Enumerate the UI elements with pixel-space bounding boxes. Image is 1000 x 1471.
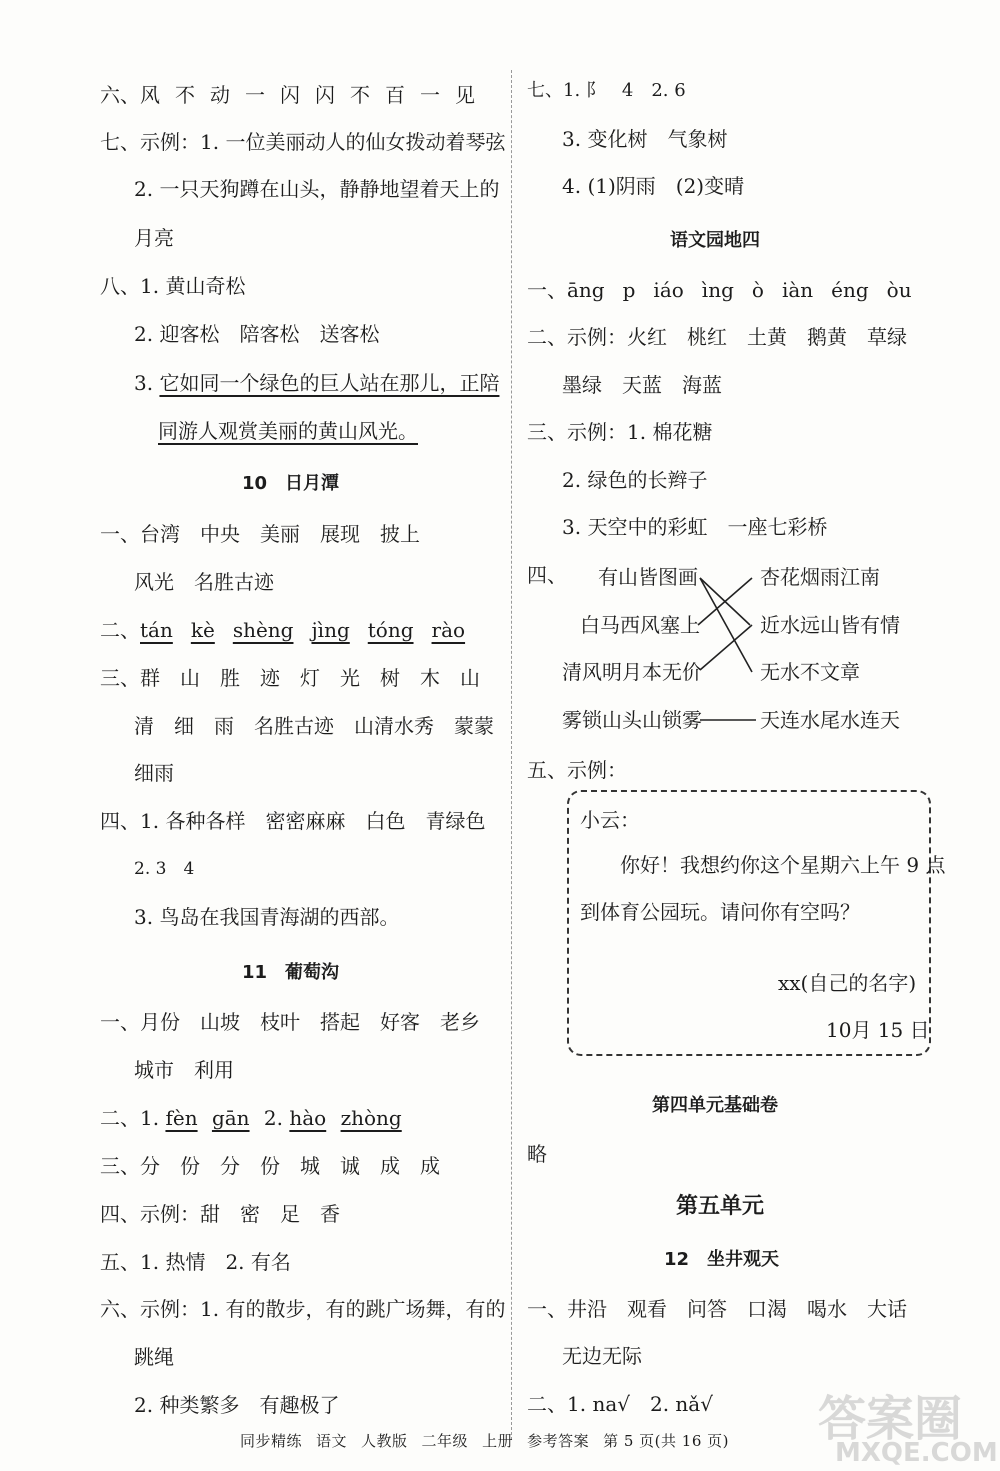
item-0: āng <box>567 278 605 302</box>
item-6: éng <box>831 278 869 302</box>
garden-answer-1: 一、āng p iáo ìng ò iàn éng òu <box>527 277 930 303</box>
item-6: 不 <box>350 83 370 107</box>
s11-answer-2: 二、1. fèn gān 2. hào zhòng <box>100 1106 402 1130</box>
match-right-4: 天连水尾水连天 <box>760 708 900 732</box>
answer-7a: 七、示例：1. 一位美丽动人的仙女拨动着琴弦 <box>100 130 506 154</box>
item-1: p <box>622 278 636 302</box>
section-11-title: 11 葡萄沟 <box>242 962 340 983</box>
s11-answer-6c: 2. 种类繁多 有趣极了 <box>134 1393 340 1417</box>
garden-title: 语文园地四 <box>670 230 760 251</box>
item-9: 见 <box>455 83 475 107</box>
s11-answer-4: 四、示例：甜 密 足 香 <box>100 1202 340 1226</box>
footer-item-3: 二年级 <box>421 1432 469 1450</box>
section-10-title: 10 日月潭 <box>242 473 340 494</box>
answer-8a: 八、1. 黄山奇松 <box>100 274 246 298</box>
item-3: 一 <box>245 83 265 107</box>
garden-answer-3c: 3. 天空中的彩虹 一座七彩桥 <box>562 515 828 539</box>
watermark-url: MXQE.COM <box>835 1438 998 1468</box>
s11-answer-1b: 城市 利用 <box>134 1058 234 1082</box>
s10-answer-2: 二、tán kè shèng jìng tóng rào <box>100 617 483 643</box>
letter-to: 小云： <box>580 808 640 832</box>
item-5: rào <box>431 618 466 642</box>
answer-7b: 2. 一只天狗蹲在山头，静静地望着天上的 <box>134 177 500 201</box>
letter-date: 10月 15 日 <box>826 1018 930 1042</box>
garden-answer-2a: 二、示例：火红 桃红 土黄 鹅黄 草绿 <box>527 325 907 349</box>
match-left-2: 白马西风塞上 <box>580 613 700 637</box>
page-footer <box>240 1430 743 1451</box>
s10-answer-4c: 3. 鸟岛在我国青海湖的西部。 <box>134 905 400 929</box>
item-4: 闪 <box>280 83 300 107</box>
unit-5-title: 第五单元 <box>676 1194 765 1219</box>
garden-answer-3b: 2. 绿色的长辫子 <box>562 468 708 492</box>
garden-answer-5: 五、示例： <box>527 758 627 782</box>
r-answer-7b: 3. 变化树 气象树 <box>562 127 728 151</box>
s10-answer-3b: 清 细 雨 名胜古迹 山清水秀 蒙蒙 <box>134 714 494 738</box>
match-left-4: 雾锁山头山锁雾 <box>562 708 702 732</box>
s10-answer-4b: 2. 3 4 <box>134 859 195 879</box>
item-0: tán <box>140 618 173 642</box>
item-1: kè <box>190 618 215 642</box>
unit-4-answer: 略 <box>527 1142 547 1166</box>
item-3: ìng <box>701 278 734 302</box>
item-2: iáo <box>653 278 684 302</box>
footer-item-5: 参考答案 <box>527 1432 590 1450</box>
s10-answer-3a: 三、群 山 胜 迹 灯 光 树 木 山 <box>100 666 480 690</box>
item-7: 百 <box>385 83 405 107</box>
s12-answer-1b: 无边无际 <box>562 1344 642 1368</box>
s11-answer-5: 五、1. 热情 2. 有名 <box>100 1250 291 1274</box>
answer-6: 六、风 不 动 一 闪 闪 不 百 一 见 <box>100 82 501 108</box>
s11-answer-6a: 六、示例：1. 有的散步，有的跳广场舞，有的 <box>100 1297 506 1321</box>
s10-answer-4a: 四、1. 各种各样 密密麻麻 白色 青绿色 <box>100 809 486 833</box>
footer-item-1: 语文 <box>316 1432 348 1450</box>
answer-8c: 3. 它如同一个绿色的巨人站在那儿，正陪 <box>134 371 500 395</box>
s10-answer-1b: 风光 名胜古迹 <box>134 570 274 594</box>
watermark-logo: 答案圈 <box>818 1391 963 1447</box>
answer-8d: 同游人观赏美丽的黄山风光。 <box>158 419 418 443</box>
garden-answer-3a: 三、示例：1. 棉花糖 <box>527 420 713 444</box>
match-right-2: 近水远山皆有情 <box>760 613 900 637</box>
item-2: 动 <box>210 83 230 107</box>
item-4: tóng <box>367 618 414 642</box>
s10-answer-3c: 细雨 <box>134 761 174 785</box>
item-0: 风 <box>140 83 160 107</box>
footer-item-2: 人教版 <box>361 1432 408 1450</box>
item-1: 不 <box>175 83 195 107</box>
match-right-1: 杏花烟雨江南 <box>760 565 880 589</box>
s11-answer-3: 三、分 份 分 份 城 诚 成 成 <box>100 1154 440 1178</box>
section-12-title: 12 坐井观天 <box>664 1249 780 1270</box>
s11-answer-1a: 一、月份 山坡 枝叶 搭起 好客 老乡 <box>100 1010 480 1034</box>
garden-answer-4-label: 四、 <box>527 563 567 587</box>
unit-4-title: 第四单元基础卷 <box>652 1095 778 1116</box>
match-right-3: 无水不文章 <box>760 660 860 684</box>
item-3: jìng <box>311 618 350 642</box>
item-4: ò <box>751 278 764 302</box>
s12-answer-1a: 一、井沿 观看 问答 口渴 喝水 大话 <box>527 1297 907 1321</box>
item-5: 闪 <box>315 83 335 107</box>
r-answer-7c: 4. (1)阴雨 (2)变晴 <box>562 174 745 198</box>
s11-answer-6b: 跳绳 <box>134 1345 174 1369</box>
r-answer-7a: 七、1. 阝 4 2. 6 <box>527 80 686 101</box>
letter-sign: xx(自己的名字) <box>778 971 917 995</box>
footer-item-0: 同步精练 <box>240 1432 303 1450</box>
match-left-1: 有山皆图画 <box>598 565 698 589</box>
answer-7c: 月亮 <box>134 226 174 250</box>
item-5: iàn <box>781 278 814 302</box>
item-2: shèng <box>232 618 294 642</box>
letter-body-2: 到体育公园玩。请问你有空吗？ <box>580 900 860 924</box>
item-8: 一 <box>420 83 440 107</box>
answer-8b: 2. 迎客松 陪客松 送客松 <box>134 322 380 346</box>
s12-answer-2: 二、1. na√ 2. nǎ√ <box>527 1392 713 1416</box>
footer-item-6: 第 5 页(共 16 页) <box>603 1432 730 1450</box>
match-left-3: 清风明月本无价 <box>562 660 702 684</box>
item-7: òu <box>886 278 912 302</box>
s10-answer-1a: 一、台湾 中央 美丽 展现 披上 <box>100 522 420 546</box>
letter-body-1: 你好！我想约你这个星期六上午 9 点 <box>620 853 946 877</box>
footer-item-4: 上册 <box>482 1432 514 1450</box>
garden-answer-2b: 墨绿 天蓝 海蓝 <box>562 373 722 397</box>
